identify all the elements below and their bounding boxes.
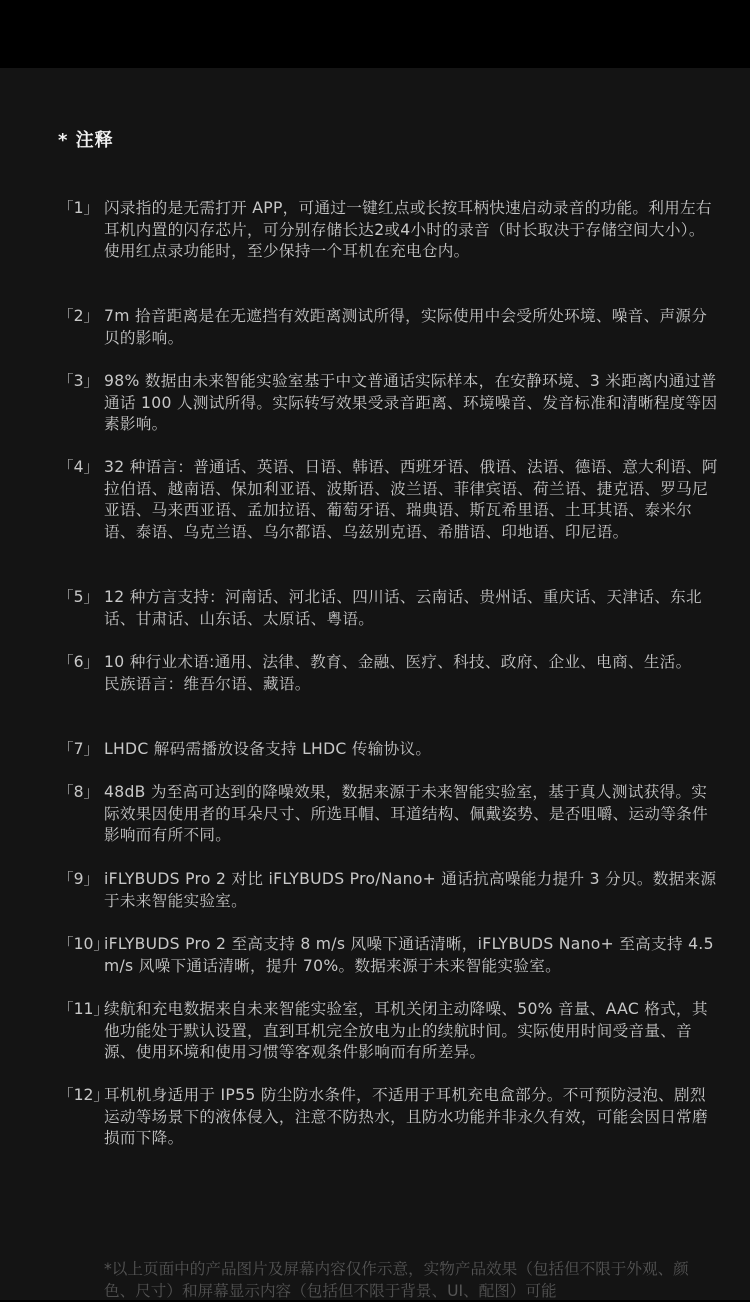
- note-number: 「5」: [58, 588, 100, 606]
- note-item: [58, 457, 718, 543]
- note-item: [58, 306, 718, 349]
- note-number: 「8」: [58, 783, 100, 801]
- note-text: iFLYBUDS Pro 2 至高支持 8 m/s 风噪下通话清晰，iFLYBUDS Nano+ 至高支持 4.5 m/s 风噪下通话清晰，提升 70%。数据来源于未来智能实验室。: [104, 935, 714, 975]
- note-text: 48dB 为至高可达到的降噪效果，数据来源于未来智能实验室，基于真人测试获得。实际效果因使用者的耳朵尺寸、所选耳帽、耳道结构、佩戴姿势、是否咀嚼、运动等条件影响而有所不同。: [104, 783, 708, 844]
- note-item: [58, 934, 718, 977]
- note-item: [58, 652, 718, 695]
- note-text: 闪录指的是无需打开 APP，可通过一键红点或长按耳柄快速启动录音的功能。利用左右耳机内置的闪存芯片，可分别存储长达2或4小时的录音（时长取决于存储空间大小）。使用红点录功能时，至少保持一个耳机在充电仓内。: [104, 199, 712, 260]
- section-title: * 注释: [58, 130, 114, 151]
- note-number: 「6」: [58, 653, 100, 671]
- note-number: 「2」: [58, 307, 100, 325]
- disclaimer-text: *以上页面中的产品图片及屏幕内容仅作示意，实物产品效果（包括但不限于外观、颜色、尺寸）和屏幕显示内容（包括但不限于背景、UI、配图）可能: [104, 1260, 689, 1300]
- note-item: [58, 1085, 718, 1150]
- note-number: 「12」: [58, 1086, 110, 1104]
- note-item: [58, 198, 718, 263]
- note-text: 10 种行业术语:通用、法律、教育、金融、医疗、科技、政府、企业、电商、生活。 民族语言：维吾尔语、藏语。: [104, 653, 692, 693]
- note-text: LHDC 解码需播放设备支持 LHDC 传输协议。: [104, 740, 432, 758]
- note-item: [58, 869, 718, 912]
- note-number: 「1」: [58, 199, 100, 217]
- note-number: 「4」: [58, 458, 100, 476]
- note-text: 12 种方言支持：河南话、河北话、四川话、云南话、贵州话、重庆话、天津话、东北话、甘肃话、山东话、太原话、粤语。: [104, 588, 702, 628]
- note-number: 「10」: [58, 935, 110, 953]
- note-text: 98% 数据由未来智能实验室基于中文普通话实际样本，在安静环境、3 米距离内通过普通话 100 人测试所得。实际转写效果受录音距离、环境噪音、发音标准和清晰程度等因素影响。: [104, 372, 718, 433]
- note-item: [58, 782, 718, 847]
- note-number: 「3」: [58, 372, 100, 390]
- note-text: 32 种语言：普通话、英语、日语、韩语、西班牙语、俄语、法语、德语、意大利语、阿拉伯语、越南语、保加利亚语、波斯语、波兰语、菲律宾语、荷兰语、捷克语、罗马尼亚语、马来西亚语、孟加拉语、葡萄牙语、瑞典语、斯瓦希里语、土耳其语、泰米尔语、泰语、乌克兰语、乌尔都语、乌兹别克语、希腊语、印地语、印尼语。: [104, 458, 718, 541]
- note-text: 耳机机身适用于 IP55 防尘防水条件，不适用于耳机充电盒部分。不可预防浸泡、剧烈运动等场景下的液体侵入，注意不防热水，且防水功能并非永久有效，可能会因日常磨损而下降。: [104, 1086, 708, 1147]
- top-bar: [0, 0, 750, 68]
- note-item: [58, 999, 718, 1064]
- note-item: [58, 739, 718, 761]
- note-text: iFLYBUDS Pro 2 对比 iFLYBUDS Pro/Nano+ 通话抗高噪能力提升 3 分贝。数据来源于未来智能实验室。: [104, 870, 717, 910]
- note-number: 「11」: [58, 1000, 110, 1018]
- note-number: 「9」: [58, 870, 100, 888]
- note-text: 7m 拾音距离是在无遮挡有效距离测试所得，实际使用中会受所处环境、噪音、声源分贝的影响。: [104, 307, 708, 347]
- note-item: [58, 587, 718, 630]
- note-number: 「7」: [58, 740, 100, 758]
- note-text: 续航和充电数据来自未来智能实验室，耳机关闭主动降噪、50% 音量、AAC 格式，其他功能处于默认设置，直到耳机完全放电为止的续航时间。实际使用时间受音量、音源、使用环境和使用习惯等客观条件影响而有所差异。: [104, 1000, 708, 1061]
- note-item: [58, 371, 718, 436]
